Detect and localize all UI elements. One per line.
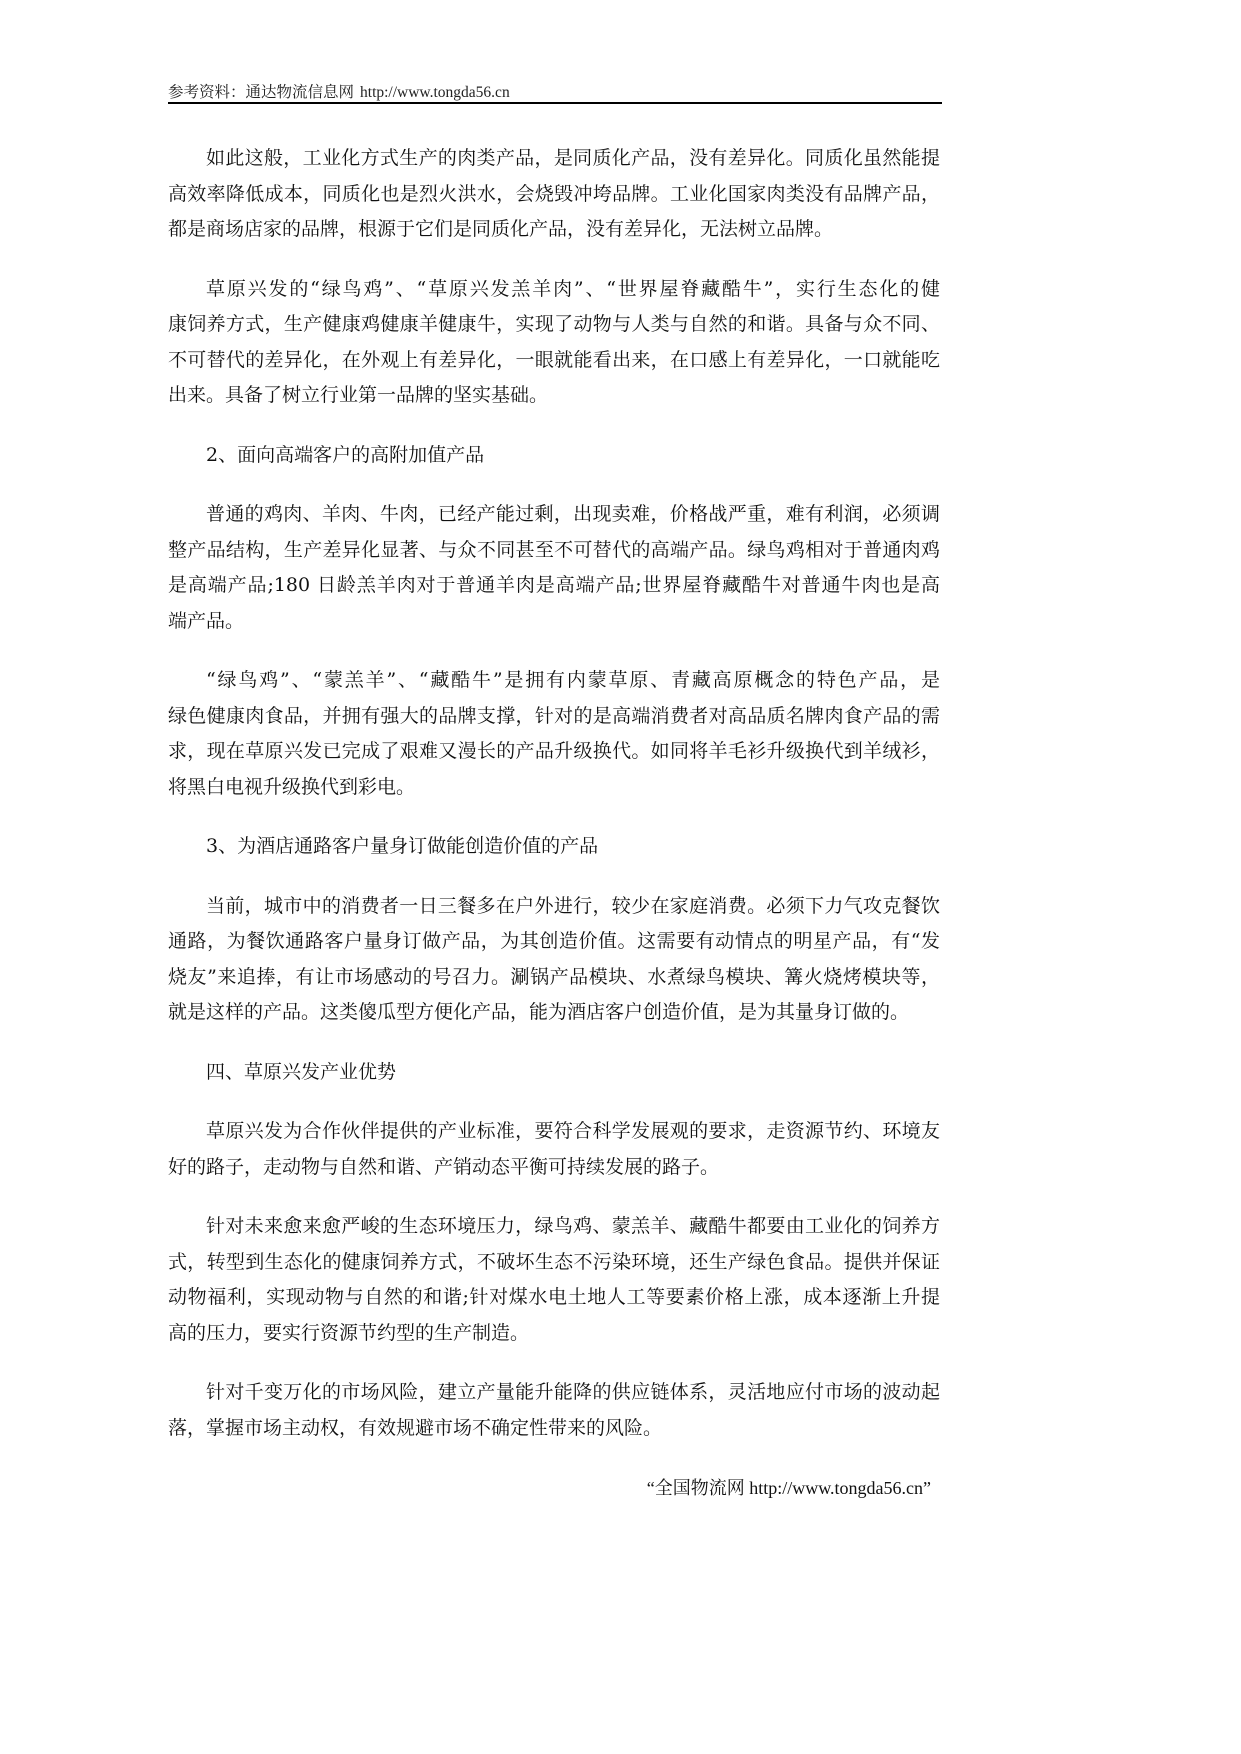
paragraph — [168, 497, 940, 639]
section-heading — [168, 438, 940, 474]
text-line: 四、草原兴发产业优势 — [206, 1060, 397, 1083]
text-line: 针对未来愈来愈严峻的生态环境压力，绿鸟鸡、蒙羔羊、藏酷牛都要由工业化的饲养方 — [206, 1215, 940, 1237]
text-line: 动物福利，实现动物与自然的和谐;针对煤水电土地人工等要素价格上涨，成本逐渐上升提 — [168, 1286, 940, 1308]
text-line: 3、为酒店通路客户量身订做能创造价值的产品 — [206, 835, 599, 857]
text-line: 当前，城市中的消费者一日三餐多在户外进行，较少在家庭消费。必须下力气攻克餐饮 — [206, 894, 940, 917]
paragraph — [168, 889, 940, 1031]
text-line: 如此这般，工业化方式生产的肉类产品，是同质化产品，没有差异化。同质化虽然能提 — [206, 147, 940, 169]
paragraph — [168, 141, 940, 248]
text-line: 整产品结构，生产差异化显著、与众不同甚至不可替代的高端产品。绿鸟鸡相对于普通肉鸡 — [168, 538, 940, 561]
text-line: 不可替代的差异化，在外观上有差异化，一眼就能看出来，在口感上有差异化，一口就能吃 — [168, 348, 940, 371]
section-heading — [168, 1055, 940, 1091]
text-line: 康饲养方式，生产健康鸡健康羊健康牛，实现了动物与人类与自然的和谐。具备与众不同、 — [168, 313, 940, 335]
text-line: 草原兴发为合作伙伴提供的产业标准，要符合科学发展观的要求，走资源节约、环境友 — [206, 1120, 940, 1142]
text-line: 通路，为餐饮通路客户量身订做产品，为其创造价值。这需要有动情点的明星产品，有“发 — [168, 930, 940, 952]
text-line: 都是商场店家的品牌，根源于它们是同质化产品，没有差异化，无法树立品牌。 — [168, 218, 834, 240]
text-line: 草原兴发的“绿鸟鸡”、“草原兴发羔羊肉”、“世界屋脊藏酷牛”，实行生态化的健 — [206, 277, 940, 300]
paragraph — [168, 663, 940, 805]
text-line: 出来。具备了树立行业第一品牌的坚实基础。 — [168, 384, 549, 406]
header-source-label: 参考资料：通达物流信息网 — [168, 83, 355, 101]
paragraph — [168, 1375, 940, 1446]
page-footer: “全国物流网 http://www.tongda56.cn” — [646, 1478, 931, 1498]
document-body — [168, 141, 940, 1470]
text-line: 端产品。 — [168, 609, 245, 632]
paragraph — [168, 1114, 940, 1185]
text-line: “绿鸟鸡”、“蒙羔羊”、“藏酷牛”是拥有内蒙草原、青藏高原概念的特色产品，是 — [206, 669, 940, 691]
text-line: 式，转型到生态化的健康饲养方式，不破坏生态不污染环境，还生产绿色食品。提供并保证 — [168, 1250, 940, 1273]
text-line: 2、面向高端客户的高附加值产品 — [206, 443, 485, 466]
text-line: 就是这样的产品。这类傻瓜型方便化产品，能为酒店客户创造价值，是为其量身订做的。 — [168, 1001, 910, 1023]
paragraph — [168, 272, 940, 414]
text-line: 绿色健康肉食品，并拥有强大的品牌支撑，针对的是高端消费者对高品质名牌肉食产品的需 — [168, 704, 940, 727]
text-line: 求，现在草原兴发已完成了艰难又漫长的产品升级换代。如同将羊毛衫升级换代到羊绒衫， — [168, 740, 940, 762]
text-line: 将黑白电视升级换代到彩电。 — [168, 775, 416, 798]
text-line: 高的压力，要实行资源节约型的生产制造。 — [168, 1321, 530, 1344]
section-heading — [168, 829, 940, 865]
text-line: 好的路子，走动物与自然和谐、产销动态平衡可持续发展的路子。 — [168, 1155, 720, 1178]
text-line: 针对千变万化的市场风险，建立产量能升能降的供应链体系，灵活地应付市场的波动起 — [206, 1381, 940, 1403]
text-line: 落，掌握市场主动权，有效规避市场不确定性带来的风险。 — [168, 1416, 663, 1439]
text-line: 普通的鸡肉、羊肉、牛肉，已经产能过剩，出现卖难，价格战严重，难有利润，必须调 — [206, 503, 940, 525]
text-line: 烧友”来追捧，有让市场感动的号召力。涮锅产品模块、水煮绿鸟模块、篝火烧烤模块等， — [168, 965, 940, 988]
text-line: 是高端产品;180 日龄羔羊肉对于普通羊肉是高端产品;世界屋脊藏酷牛对普通牛肉也是高 — [168, 574, 940, 596]
page-header — [168, 80, 940, 102]
header-divider — [168, 102, 942, 104]
header-url[interactable]: http://www.tongda56.cn — [360, 84, 510, 101]
text-line: 高效率降低成本，同质化也是烈火洪水，会烧毁冲垮品牌。工业化国家肉类没有品牌产品， — [168, 182, 940, 205]
paragraph — [168, 1209, 940, 1351]
